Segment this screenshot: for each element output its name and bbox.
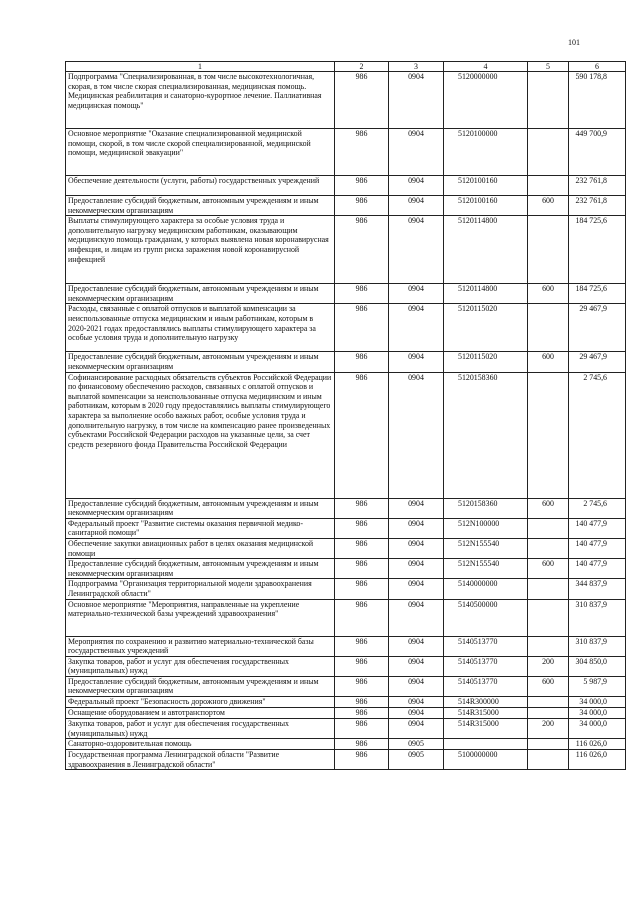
row-section: 0904 xyxy=(389,129,444,176)
row-code: 986 xyxy=(335,708,389,719)
row-code: 986 xyxy=(335,72,389,129)
budget-table xyxy=(65,61,626,770)
row-target: 512N100000 xyxy=(444,518,528,538)
row-name: Оснащение оборудованием и автотранспортом xyxy=(66,708,335,719)
row-section: 0904 xyxy=(389,72,444,129)
row-type xyxy=(528,129,569,176)
row-name: Основное мероприятие "Мероприятия, направленные на укрепление материально-технической базы учреждений здравоохранения" xyxy=(66,599,335,636)
table-row xyxy=(66,129,626,176)
row-target: 5140513770 xyxy=(444,656,528,676)
row-target: 512N155540 xyxy=(444,559,528,579)
row-section: 0904 xyxy=(389,719,444,739)
row-code: 986 xyxy=(335,636,389,656)
row-amount: 29 467,9 xyxy=(569,352,626,372)
row-name: Закупка товаров, работ и услуг для обеспечения государственных (муниципальных) нужд xyxy=(66,656,335,676)
row-name: Федеральный проект "Безопасность дорожного движения" xyxy=(66,697,335,708)
header-col-5: 5 xyxy=(528,62,569,72)
row-type xyxy=(528,739,569,750)
table-row xyxy=(66,176,626,196)
table-row xyxy=(66,538,626,558)
row-amount: 184 725,6 xyxy=(569,216,626,284)
table-row xyxy=(66,284,626,304)
row-section: 0904 xyxy=(389,656,444,676)
row-target: 5120100160 xyxy=(444,176,528,196)
row-code: 986 xyxy=(335,750,389,770)
row-target xyxy=(444,739,528,750)
row-code: 986 xyxy=(335,579,389,599)
row-type xyxy=(528,750,569,770)
row-name: Софинансирование расходных обязательств субъектов Российской Федерации по финансовому обеспечению расходов, связанных с оплатой отпусков и выплатой компенсации за неиспользованные отпуска медицинским и иным работникам, которым в 2020 году предоставлялись выплаты стимулирующего характера за выполнение особо важных работ, особые условия труда и дополнительную нагрузку, в том числе на компенсацию ранее произведенных субъектами Российской Федерации расходов на указанные цели, за счет средств резервного фонда Правительства Российской Федерации xyxy=(66,372,335,498)
row-type: 600 xyxy=(528,498,569,518)
row-section: 0904 xyxy=(389,518,444,538)
row-section: 0904 xyxy=(389,176,444,196)
header-col-4: 4 xyxy=(444,62,528,72)
row-section: 0904 xyxy=(389,599,444,636)
row-section: 0904 xyxy=(389,579,444,599)
row-code: 986 xyxy=(335,129,389,176)
row-name: Мероприятия по сохранению и развитию материально-технической базы государственных учреждений xyxy=(66,636,335,656)
row-target: 5120158360 xyxy=(444,372,528,498)
row-name: Подпрограмма "Организация территориальной модели здравоохранения Ленинградской области" xyxy=(66,579,335,599)
row-target: 514R315000 xyxy=(444,719,528,739)
row-name: Государственная программа Ленинградской области "Развитие здравоохранения в Ленинградской области" xyxy=(66,750,335,770)
row-type: 200 xyxy=(528,656,569,676)
row-target: 5120114800 xyxy=(444,216,528,284)
row-name: Подпрограмма "Специализированная, в том числе высокотехнологичная, скорая, в том числе скорая специализированная, медицинская помощь. Медицинская реабилитация и санаторно-курортное лечение. Паллиативная медицинская помощь" xyxy=(66,72,335,129)
row-type: 600 xyxy=(528,196,569,216)
row-amount: 116 026,0 xyxy=(569,739,626,750)
row-code: 986 xyxy=(335,284,389,304)
row-type xyxy=(528,636,569,656)
row-section: 0904 xyxy=(389,538,444,558)
row-amount: 2 745,6 xyxy=(569,372,626,498)
row-section: 0905 xyxy=(389,739,444,750)
table-row xyxy=(66,579,626,599)
table-row xyxy=(66,559,626,579)
table-row xyxy=(66,518,626,538)
row-target: 5120115020 xyxy=(444,304,528,352)
row-section: 0904 xyxy=(389,697,444,708)
row-type xyxy=(528,697,569,708)
row-target: 5100000000 xyxy=(444,750,528,770)
row-name: Обеспечение деятельности (услуги, работы) государственных учреждений xyxy=(66,176,335,196)
row-amount: 590 178,8 xyxy=(569,72,626,129)
row-type: 600 xyxy=(528,284,569,304)
row-type xyxy=(528,599,569,636)
row-name: Выплаты стимулирующего характера за особые условия труда и дополнительную нагрузку медицинским работникам, оказывающим медицинскую помощь гражданам, у которых выявлена новая коронавирусная инфекция, и лицам из групп риска заражения новой коронавирусной инфекцией xyxy=(66,216,335,284)
row-section: 0904 xyxy=(389,196,444,216)
row-code: 986 xyxy=(335,676,389,696)
row-amount: 2 745,6 xyxy=(569,498,626,518)
row-amount: 304 850,0 xyxy=(569,656,626,676)
row-type xyxy=(528,176,569,196)
row-name: Расходы, связанные с оплатой отпусков и выплатой компенсации за неиспользованные отпуска медицинским и иным работникам, которым в 2020-2021 годах предоставлялись выплаты стимулирующего характера за особые условия труда и дополнительную нагрузку xyxy=(66,304,335,352)
header-col-2: 2 xyxy=(335,62,389,72)
row-amount: 310 837,9 xyxy=(569,636,626,656)
row-target: 5140513770 xyxy=(444,676,528,696)
table-row xyxy=(66,72,626,129)
table-row xyxy=(66,656,626,676)
row-name: Предоставление субсидий бюджетным, автономным учреждениям и иным некоммерческим организациям xyxy=(66,498,335,518)
row-target: 5140500000 xyxy=(444,599,528,636)
row-name: Предоставление субсидий бюджетным, автономным учреждениям и иным некоммерческим организациям xyxy=(66,676,335,696)
row-section: 0904 xyxy=(389,284,444,304)
row-code: 986 xyxy=(335,719,389,739)
row-target: 5120100160 xyxy=(444,196,528,216)
row-section: 0904 xyxy=(389,498,444,518)
table-row xyxy=(66,599,626,636)
row-code: 986 xyxy=(335,176,389,196)
table-row xyxy=(66,498,626,518)
row-code: 986 xyxy=(335,304,389,352)
row-type xyxy=(528,579,569,599)
row-amount: 449 700,9 xyxy=(569,129,626,176)
row-type xyxy=(528,372,569,498)
row-code: 986 xyxy=(335,196,389,216)
row-type: 600 xyxy=(528,559,569,579)
row-code: 986 xyxy=(335,498,389,518)
row-name: Федеральный проект "Развитие системы оказания первичной медико-санитарной помощи" xyxy=(66,518,335,538)
row-amount: 140 477,9 xyxy=(569,538,626,558)
row-amount: 232 761,8 xyxy=(569,196,626,216)
table-header-row xyxy=(66,62,626,72)
row-name: Санаторно-оздоровительная помощь xyxy=(66,739,335,750)
row-amount: 34 000,0 xyxy=(569,719,626,739)
table-row xyxy=(66,676,626,696)
row-amount: 5 987,9 xyxy=(569,676,626,696)
row-target: 5140000000 xyxy=(444,579,528,599)
row-name: Предоставление субсидий бюджетным, автономным учреждениям и иным некоммерческим организациям xyxy=(66,352,335,372)
row-amount: 34 000,0 xyxy=(569,697,626,708)
row-target: 512N155540 xyxy=(444,538,528,558)
row-name: Предоставление субсидий бюджетным, автономным учреждениям и иным некоммерческим организациям xyxy=(66,196,335,216)
row-name: Предоставление субсидий бюджетным, автономным учреждениям и иным некоммерческим организациям xyxy=(66,559,335,579)
table-body xyxy=(66,72,626,770)
row-section: 0904 xyxy=(389,559,444,579)
row-type: 600 xyxy=(528,676,569,696)
table-row xyxy=(66,697,626,708)
table-row xyxy=(66,352,626,372)
table-row xyxy=(66,719,626,739)
table-row xyxy=(66,739,626,750)
row-type xyxy=(528,518,569,538)
row-type xyxy=(528,538,569,558)
header-col-3: 3 xyxy=(389,62,444,72)
table-row xyxy=(66,636,626,656)
header-col-6: 6 xyxy=(569,62,626,72)
row-name: Основное мероприятие "Оказание специализированной медицинской помощи, скорой, в том числе скорой специализированной, медицинской помощи, медицинской эвакуации" xyxy=(66,129,335,176)
row-type xyxy=(528,708,569,719)
row-name: Предоставление субсидий бюджетным, автономным учреждениям и иным некоммерческим организациям xyxy=(66,284,335,304)
row-code: 986 xyxy=(335,697,389,708)
row-target: 5140513770 xyxy=(444,636,528,656)
row-section: 0905 xyxy=(389,750,444,770)
row-amount: 310 837,9 xyxy=(569,599,626,636)
row-name: Закупка товаров, работ и услуг для обеспечения государственных (муниципальных) нужд xyxy=(66,719,335,739)
row-type xyxy=(528,72,569,129)
row-section: 0904 xyxy=(389,708,444,719)
row-target: 5120100000 xyxy=(444,129,528,176)
table-row xyxy=(66,216,626,284)
row-section: 0904 xyxy=(389,372,444,498)
row-target: 5120000000 xyxy=(444,72,528,129)
row-section: 0904 xyxy=(389,636,444,656)
table-row xyxy=(66,750,626,770)
table-row xyxy=(66,708,626,719)
row-type: 600 xyxy=(528,352,569,372)
row-target: 5120114800 xyxy=(444,284,528,304)
row-code: 986 xyxy=(335,538,389,558)
row-target: 5120158360 xyxy=(444,498,528,518)
row-type xyxy=(528,304,569,352)
row-target: 5120115020 xyxy=(444,352,528,372)
row-section: 0904 xyxy=(389,352,444,372)
row-type xyxy=(528,216,569,284)
row-section: 0904 xyxy=(389,676,444,696)
row-code: 986 xyxy=(335,216,389,284)
row-type: 200 xyxy=(528,719,569,739)
row-section: 0904 xyxy=(389,304,444,352)
row-amount: 140 477,9 xyxy=(569,518,626,538)
row-amount: 116 026,0 xyxy=(569,750,626,770)
row-amount: 184 725,6 xyxy=(569,284,626,304)
row-amount: 29 467,9 xyxy=(569,304,626,352)
table-row xyxy=(66,372,626,498)
table-row xyxy=(66,196,626,216)
row-code: 986 xyxy=(335,352,389,372)
row-amount: 344 837,9 xyxy=(569,579,626,599)
row-amount: 232 761,8 xyxy=(569,176,626,196)
row-target: 514R315000 xyxy=(444,708,528,719)
row-code: 986 xyxy=(335,559,389,579)
row-code: 986 xyxy=(335,372,389,498)
row-name: Обеспечение закупки авиационных работ в целях оказания медицинской помощи xyxy=(66,538,335,558)
row-code: 986 xyxy=(335,518,389,538)
row-amount: 34 000,0 xyxy=(569,708,626,719)
row-section: 0904 xyxy=(389,216,444,284)
page-number: 101 xyxy=(568,38,580,47)
row-code: 986 xyxy=(335,739,389,750)
table-row xyxy=(66,304,626,352)
row-target: 514R300000 xyxy=(444,697,528,708)
row-code: 986 xyxy=(335,599,389,636)
header-col-1: 1 xyxy=(66,62,335,72)
row-code: 986 xyxy=(335,656,389,676)
row-amount: 140 477,9 xyxy=(569,559,626,579)
